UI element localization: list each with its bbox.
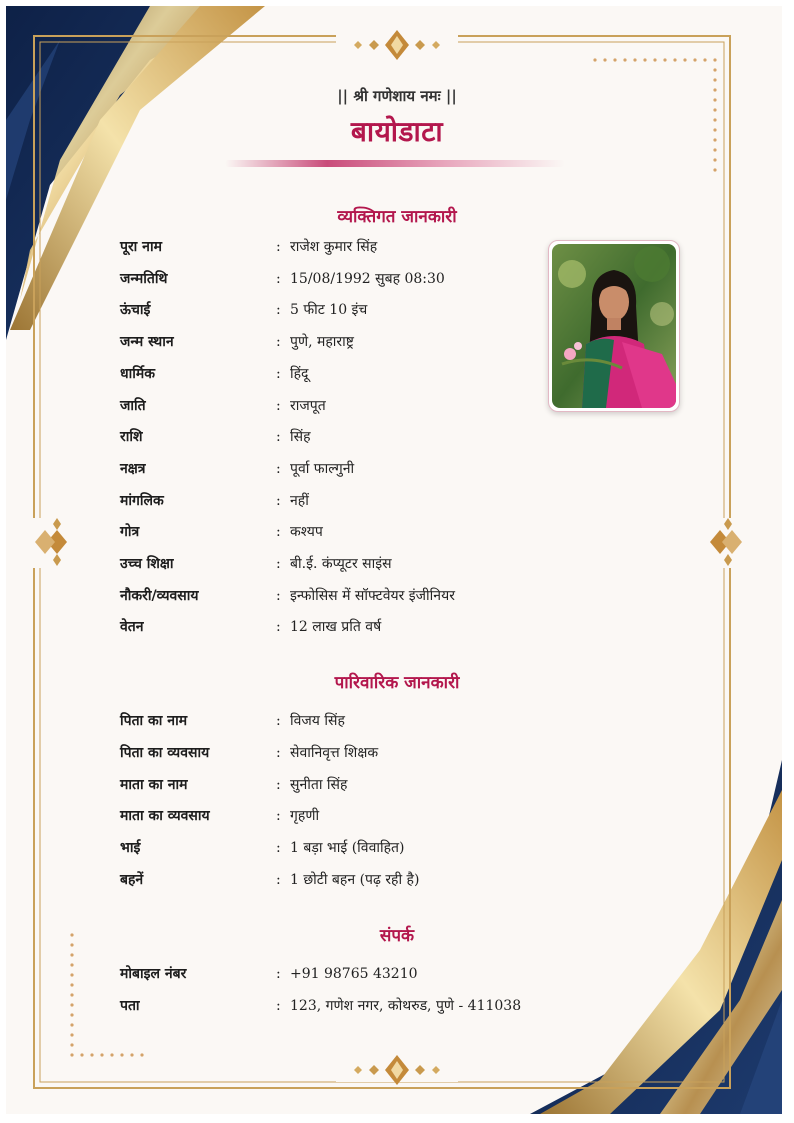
field-label: नौकरी/व्यवसाय	[120, 587, 199, 604]
field-separator: :	[276, 270, 281, 287]
field-label: नक्षत्र	[120, 460, 146, 477]
field-value: हिंदू	[290, 365, 309, 382]
field-label: भाई	[120, 840, 141, 857]
field-value: 1 छोटी बहन (पढ़ रही है)	[290, 872, 420, 888]
field-label: धार्मिक	[120, 365, 155, 382]
field-label: जाति	[120, 397, 146, 414]
field-label: पिता का नाम	[120, 713, 188, 729]
section-title-contact: संपर्क	[379, 926, 415, 946]
field-value: 12 लाख प्रति वर्ष	[290, 619, 382, 636]
field-value: 1 बड़ा भाई (विवाहित)	[290, 840, 405, 857]
field-separator: :	[276, 239, 281, 255]
section-title-family: पारिवारिक जानकारी	[334, 673, 460, 693]
field-label: जन्म स्थान	[120, 334, 174, 351]
field-value: राजेश कुमार सिंह	[290, 239, 378, 255]
field-label: राशि	[120, 429, 143, 446]
field-label: पूरा नाम	[120, 239, 162, 255]
field-value: बी.ई. कंप्यूटर साइंस	[290, 556, 392, 572]
bottom-ornament-icon	[336, 1055, 458, 1085]
field-separator: :	[276, 744, 281, 761]
field-label: पता	[120, 998, 140, 1014]
field-value: सिंह	[290, 429, 311, 446]
field-separator: :	[276, 492, 281, 509]
field-value: राजपूत	[290, 397, 326, 414]
top-left-corner-decoration	[6, 6, 265, 340]
field-separator: :	[276, 776, 281, 793]
field-separator: :	[276, 524, 281, 541]
field-label: मांगलिक	[120, 492, 164, 509]
field-separator: :	[276, 998, 281, 1014]
field-label: ऊंचाई	[120, 302, 151, 319]
field-separator: :	[276, 334, 281, 351]
field-separator: :	[276, 840, 281, 857]
field-separator: :	[276, 460, 281, 477]
page-title: बायोडाटा	[350, 115, 444, 148]
field-separator: :	[276, 365, 281, 382]
right-ornament-icon	[710, 518, 742, 568]
field-value: 15/08/1992 सुबह 08:30	[290, 270, 445, 287]
left-ornament-icon	[30, 518, 67, 568]
field-value: 123, गणेश नगर, कोथरुड, पुणे - 411038	[290, 998, 522, 1014]
field-separator: :	[276, 397, 281, 414]
field-value: विजय सिंह	[290, 713, 345, 729]
field-label: माता का व्यवसाय	[120, 808, 210, 825]
field-value: नहीं	[290, 492, 309, 509]
field-label: वेतन	[120, 619, 144, 636]
field-label: माता का नाम	[120, 776, 188, 793]
profile-photo-frame	[548, 240, 680, 412]
profile-photo	[552, 244, 676, 408]
field-value: +91 98765 43210	[290, 966, 418, 982]
field-value: 5 फीट 10 इंच	[290, 302, 368, 319]
field-separator: :	[276, 587, 281, 604]
section-title-personal: व्यक्तिगत जानकारी	[337, 207, 457, 227]
field-separator: :	[276, 713, 281, 729]
top-ornament-icon	[336, 30, 458, 60]
field-label: मोबाइल नंबर	[120, 966, 187, 982]
field-label: बहनें	[120, 872, 144, 888]
field-separator: :	[276, 808, 281, 825]
field-separator: :	[276, 966, 281, 982]
field-separator: :	[276, 302, 281, 319]
title-underline	[225, 160, 565, 167]
field-separator: :	[276, 619, 281, 636]
field-value: सुनीता सिंह	[290, 776, 348, 793]
field-value: सेवानिवृत्त शिक्षक	[290, 744, 379, 761]
field-value: इन्फोसिस में सॉफ्टवेयर इंजीनियर	[290, 587, 455, 604]
field-label: गोत्र	[120, 524, 140, 541]
field-label: जन्मतिथि	[120, 270, 168, 287]
field-separator: :	[276, 872, 281, 888]
field-value: कश्यप	[290, 524, 323, 541]
invocation-text: || श्री गणेशाय नमः ||	[337, 87, 457, 105]
field-label: उच्च शिक्षा	[120, 556, 174, 572]
field-label: पिता का व्यवसाय	[120, 744, 210, 761]
field-separator: :	[276, 556, 281, 572]
field-value: पूर्वा फाल्गुनी	[290, 460, 355, 477]
field-separator: :	[276, 429, 281, 446]
field-value: पुणे, महाराष्ट्र	[290, 334, 354, 351]
field-value: गृहणी	[290, 808, 320, 825]
